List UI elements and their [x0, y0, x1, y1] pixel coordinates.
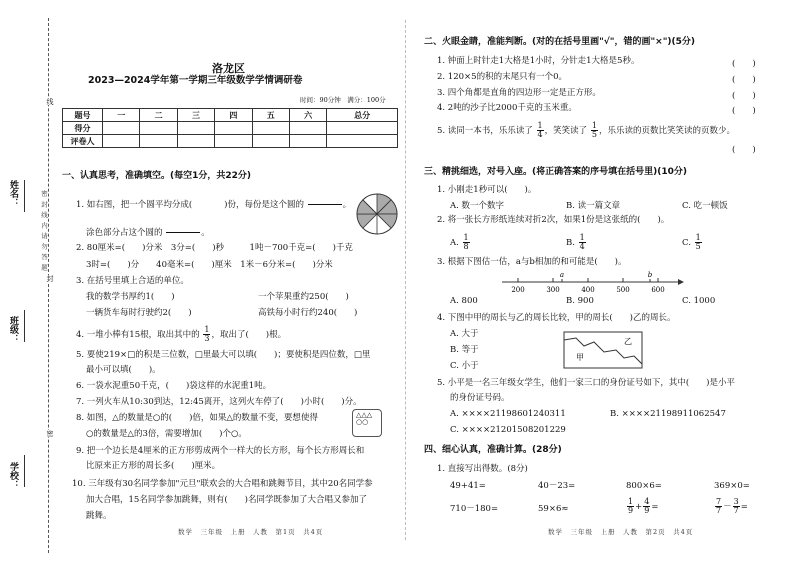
number-line-figure: [498, 270, 688, 296]
score-col-label: 题号: [63, 109, 103, 122]
shapes-figure: [352, 409, 382, 437]
calc-q1: 1. 直接写出得数。(8分): [437, 464, 528, 474]
section4-title: 四、细心认真，准确计算。(28分): [424, 445, 562, 455]
tick-400: 400: [581, 286, 595, 294]
yi-label: 乙: [624, 337, 632, 346]
seal-mark-line: 线: [39, 98, 55, 105]
circles-row: ○○: [356, 418, 369, 426]
label-a: a: [559, 271, 565, 279]
q3-item-a: 我的数学书厚约1( ): [86, 292, 175, 302]
tick-600: 600: [651, 286, 665, 294]
class-label: 班级：: [8, 316, 18, 343]
choice-q5-a[interactable]: A. ××××21198601240311: [450, 409, 566, 419]
footer-page-1: 数学 三年级 上册 人教 第1页 共4页: [178, 528, 324, 536]
q9-line1: 9. 把一个边长是4厘米的正方形剪成两个一样大的长方形，每个长方形周长和: [76, 446, 365, 456]
name-label: 姓名：: [8, 180, 18, 207]
class-line: [24, 310, 25, 342]
label-b: b: [647, 271, 653, 279]
calc-8: $\frac{7}{7}$ － $\frac{3}{7}$ =: [716, 497, 748, 515]
grader-row: [63, 135, 398, 148]
calc-2: 40－23=: [538, 481, 576, 491]
score-col-6: 六: [289, 109, 326, 122]
judge-item-4: 4. 2吨的沙子比2000千克的玉米重。: [437, 103, 577, 113]
q1-line2: 涂色部分占这个圆的 。: [86, 221, 210, 244]
choice-q1: 1. 小刚走1秒可以( )。: [437, 185, 537, 195]
choice-q5-b[interactable]: B. ××××21198911062547: [610, 409, 726, 419]
q3-item-d: 一辆货车每时行驶约2( ): [86, 308, 192, 318]
choice-q1-a[interactable]: A. 数一个数字: [450, 201, 505, 211]
choice-q3: 3. 根据下图估一估，a与b相加的和可能是( )。: [437, 257, 627, 267]
q2-line1: 2. 80厘米=( )分米 3分=( )秒 1吨－700千克=( )千克: [76, 243, 353, 253]
judge-answer-5[interactable]: ( ): [732, 145, 756, 155]
choice-q1-c[interactable]: C. 吃一顿饭: [682, 201, 728, 211]
judge-item-1: 1. 钟面上时针走1大格是1小时，分针走1大格是5秒。: [437, 56, 640, 66]
q10-line1: 10. 三年级有30名同学参加"元旦"联欢会的大合唱和跳舞节目，其中20名同学参: [72, 479, 373, 489]
choice-q3-b[interactable]: B. 900: [566, 296, 594, 306]
exam-title: 2023—2024学年第一学期三年级数学学情调研卷: [88, 75, 303, 86]
q1-line1: 1. 如右图，把一个圆平均分成( )份，每份是这个圆的 。: [76, 193, 351, 216]
score-col-2: 二: [140, 109, 177, 122]
q8-line2: ○的数量是△的3倍，需要增加( )个○。: [86, 429, 247, 439]
score-col-1: 一: [103, 109, 140, 122]
q5-line2: 最小可以填( )。: [86, 365, 161, 375]
fraction-one-fourth: $\frac{1}{4}$: [537, 121, 543, 139]
q10-line2: 加大合唱，15名同学参加跳舞，则有( )名同学既参加了大合唱又参加了: [86, 495, 367, 505]
tick-300: 300: [546, 286, 560, 294]
district-title: 洛龙区: [212, 62, 245, 75]
tick-200: 200: [511, 286, 525, 294]
choice-q1-b[interactable]: B. 读一篇文章: [566, 201, 621, 211]
q3-line: 3. 在括号里填上合适的单位。: [76, 276, 189, 286]
choice-q5-line1: 5. 小平是一名三年级女学生，他们一家三口的身份证号如下，其中( )是小平: [437, 378, 735, 388]
q8-line1: 8. 如图，△的数量是○的( )倍，如果△的数量不变，要想使得: [76, 413, 318, 423]
score-row-label: 得分: [63, 122, 103, 135]
fraction-one-fifth: $\frac{1}{5}$: [591, 121, 597, 139]
judge-item-3: 3. 四个角都是直角的四边形一定是正方形。: [437, 88, 601, 98]
page-divider: [405, 20, 406, 540]
q4-line: 4. 一堆小棒有15根，取出其中的 $\frac{1}{3}$ ，取出了( )根。: [76, 325, 287, 343]
choice-q2-c[interactable]: C. $\frac{1}{5}$: [682, 233, 701, 251]
q7-line: 7. 一列火车从10:30到达，12:45离开，这列火车停了( )小时( )分。: [76, 397, 362, 407]
q9-line2: 比原来正方形的周长多( )厘米。: [86, 461, 221, 471]
q3-item-e: 高铁每小时行约240( ): [258, 308, 358, 318]
divided-circle-icon: [355, 192, 399, 236]
calc-6: 59×6≈: [538, 504, 569, 514]
calc-7: $\frac{1}{9}$ + $\frac{4}{9}$ =: [628, 497, 659, 515]
calc-1: 49+41=: [450, 481, 486, 491]
q3-item-b: 一个苹果重约250( ): [258, 292, 349, 302]
choice-q5-c[interactable]: C. ××××21201508201229: [450, 425, 566, 435]
section2-title: 二、火眼金睛，准能判断。(对的在括号里画"√"，错的画"×")(5分): [424, 37, 696, 47]
score-col-5: 五: [252, 109, 289, 122]
judge-answer-3[interactable]: ( ): [732, 91, 756, 101]
score-col-3: 三: [177, 109, 214, 122]
q6-line: 6. 一袋水泥重50千克，( )袋这样的水泥重1吨。: [76, 381, 272, 391]
name-line: [24, 180, 25, 212]
choice-q5-line2: 的身份证号码。: [450, 393, 510, 403]
score-col-total: 总分: [327, 109, 398, 122]
score-col-4: 四: [215, 109, 252, 122]
tick-500: 500: [616, 286, 630, 294]
seal-note: 密 封 线 内 请 勿 答 题: [40, 190, 48, 272]
grader-row-label: 评卷人: [63, 135, 103, 148]
choice-q3-a[interactable]: A. 800: [450, 296, 478, 306]
choice-q4-a[interactable]: A. 大于: [450, 329, 479, 339]
q10-line3: 跳舞。: [86, 511, 112, 521]
judge-answer-1[interactable]: ( ): [732, 59, 756, 69]
school-label: 学校：: [8, 462, 18, 489]
triangles-row: △△△: [356, 411, 373, 419]
school-line: [24, 455, 25, 487]
q5-line1: 5. 要使219×□的积是三位数，□里最大可以填( )；要使积是四位数，□里: [76, 350, 371, 360]
fraction-one-third: $\frac{1}{3}$: [204, 325, 210, 343]
judge-answer-4[interactable]: ( ): [732, 106, 756, 116]
judge-item-2: 2. 120×5的积的末尾只有一个0。: [437, 72, 567, 82]
score-row: [63, 122, 398, 135]
time-score-info: 时间：90分钟 满分：100分: [300, 96, 386, 104]
calc-3: 800×6=: [626, 481, 662, 491]
q1-blank-fraction[interactable]: [308, 193, 342, 216]
seal-mark-secret: 密: [39, 430, 55, 437]
section1-title: 一、认真思考，准确填空。(每空1分，共22分): [62, 171, 252, 181]
seal-mark-seal: 封: [39, 275, 55, 282]
calc-4: 369×0=: [714, 481, 750, 491]
calc-5: 710－180=: [450, 504, 499, 514]
score-table: [62, 108, 398, 148]
score-header-row: [63, 109, 398, 122]
choice-q4: 4. 下图中甲的周长与乙的周长比较，甲的周长( )乙的周长。: [437, 313, 676, 323]
choice-q4-b[interactable]: B. 等于: [450, 345, 479, 355]
choice-q2-b[interactable]: B. $\frac{1}{4}$: [566, 233, 585, 251]
footer-page-2: 数学 三年级 上册 人教 第2页 共4页: [548, 528, 694, 536]
choice-q2-a[interactable]: A. $\frac{1}{8}$: [450, 233, 469, 251]
choice-q4-c[interactable]: C. 小于: [450, 361, 479, 371]
judge-answer-2[interactable]: ( ): [732, 75, 756, 85]
choice-q2: 2. 将一张长方形纸连续对折2次，如果1份是这张纸的( )。: [437, 215, 670, 225]
choice-q3-c[interactable]: C. 1000: [682, 296, 716, 306]
judge-item-5: 5. 读同一本书，乐乐读了 $\frac{1}{4}$ ，笑笑读了 $\frac{1}{5}$ ，乐乐读的页数比笑笑读的页数少。: [437, 121, 735, 139]
section3-title: 三、精挑细选，对号入座。(将正确答案的序号填在括号里)(10分): [424, 167, 687, 177]
jia-label: 甲: [576, 353, 584, 362]
perimeter-figure: [562, 330, 646, 370]
q1-shaded-fraction[interactable]: [166, 221, 200, 244]
q2-line2: 3时=( )分 40毫米=( )厘米 1米－6分米=( )分米: [86, 260, 333, 270]
